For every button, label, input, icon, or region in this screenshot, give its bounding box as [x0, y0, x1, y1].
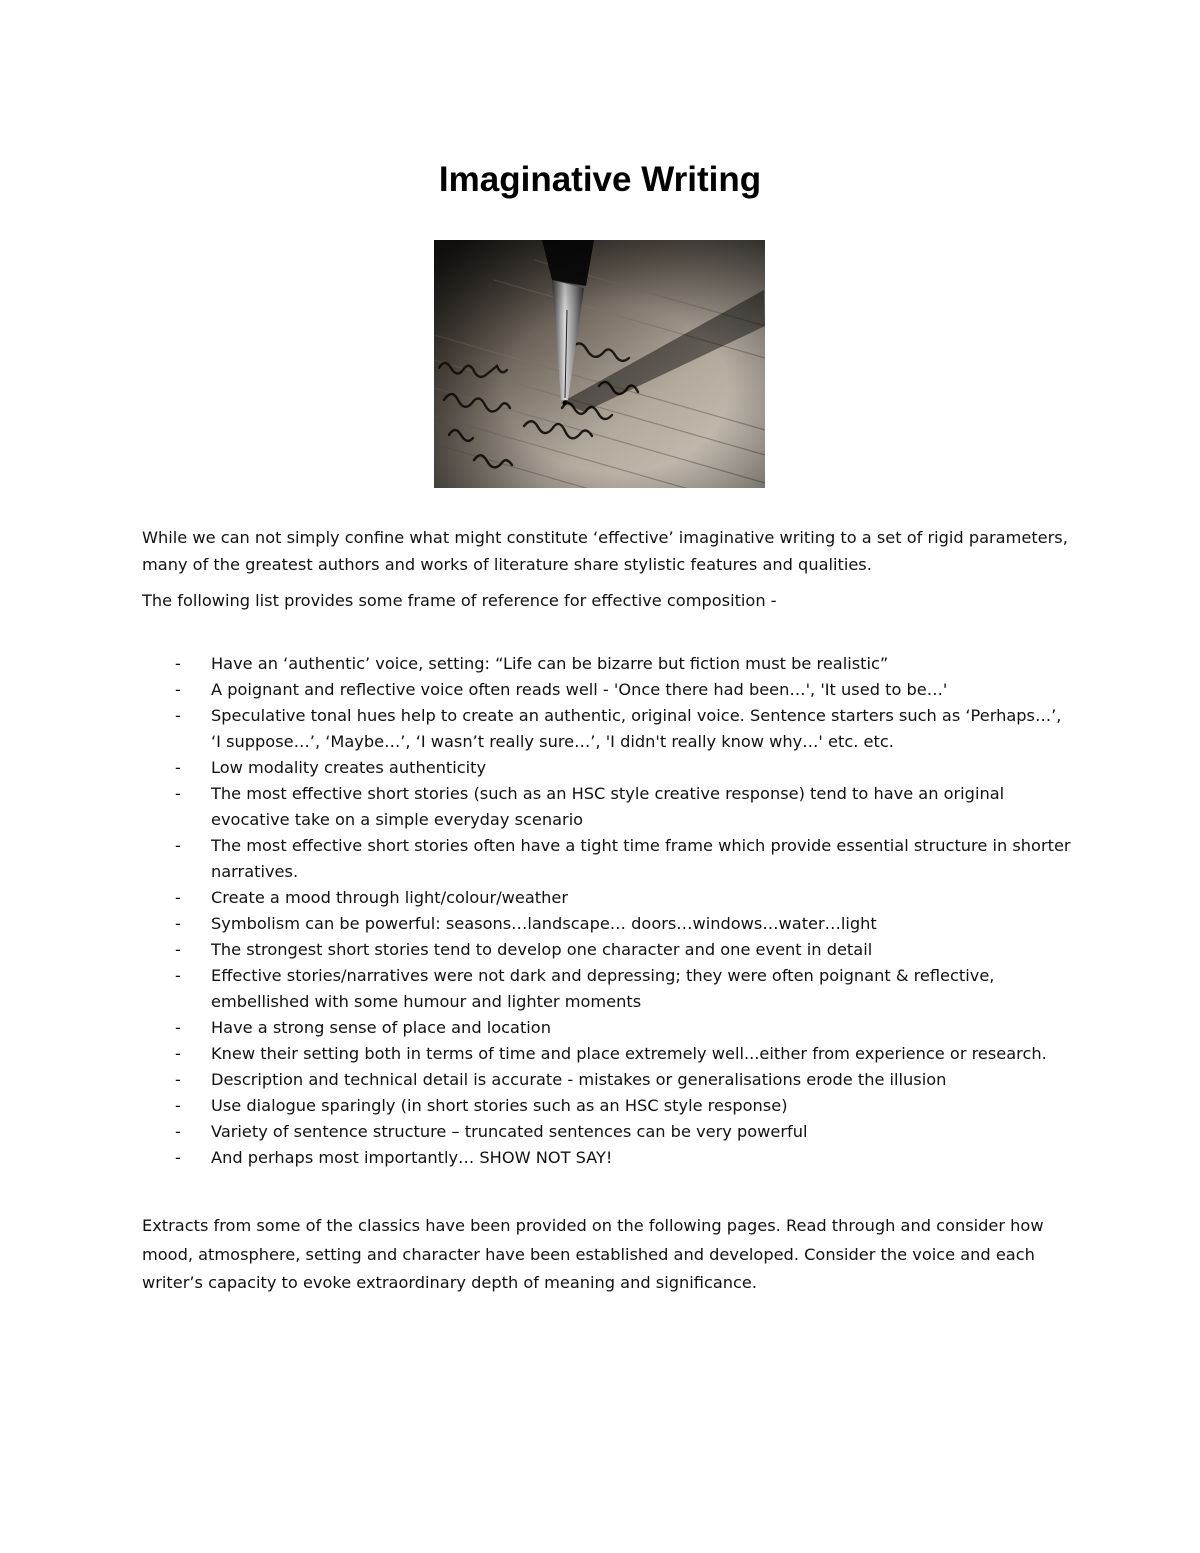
dash-bullet: -: [175, 680, 181, 699]
dash-bullet: -: [175, 836, 181, 855]
dash-bullet: -: [175, 1044, 181, 1063]
list-item: [142, 911, 1072, 937]
dash-bullet: -: [175, 654, 181, 673]
list-item-text: Variety of sentence structure – truncated sentences can be very powerful: [211, 1122, 808, 1141]
list-item-text: The most effective short stories (such as an HSC style creative response) tend to have an original evocative take on a simple everyday scenario: [211, 784, 1005, 829]
list-item: [142, 1145, 1072, 1171]
list-item-text: Low modality creates authenticity: [211, 758, 487, 777]
dash-bullet: -: [175, 1070, 181, 1089]
list-item-text: Use dialogue sparingly (in short stories such as an HSC style response): [211, 1096, 788, 1115]
fountain-pen-writing-photo: [434, 240, 765, 488]
list-item-text: And perhaps most importantly… SHOW NOT SAY!: [211, 1148, 613, 1167]
list-item: [142, 885, 1072, 911]
list-item-text: Speculative tonal hues help to create an authentic, original voice. Sentence starters such as ‘Perhaps…’, ‘I suppose…’, ‘Maybe…’, ‘I wasn’t really sure…’, 'I didn't really know why…' etc. etc.: [211, 706, 1062, 751]
dash-bullet: -: [175, 784, 181, 803]
dash-bullet: -: [175, 914, 181, 933]
dash-bullet: -: [175, 888, 181, 907]
dash-bullet: -: [175, 1122, 181, 1141]
list-item-text: Effective stories/narratives were not dark and depressing; they were often poignant & reflective, embellished with some humour and lighter moments: [211, 966, 995, 1011]
list-item: [142, 677, 1072, 703]
list-item: [142, 1041, 1072, 1067]
dash-bullet: -: [175, 940, 181, 959]
list-item: [142, 963, 1072, 1015]
list-item-text: The strongest short stories tend to develop one character and one event in detail: [211, 940, 873, 959]
list-lead-paragraph: The following list provides some frame of reference for effective composition -: [142, 591, 777, 610]
page-title: Imaginative Writing: [438, 160, 762, 199]
dash-bullet: -: [175, 966, 181, 985]
intro-paragraph: While we can not simply confine what might constitute ‘effective’ imaginative writing to a set of rigid parameters, many of the greatest authors and works of literature share stylistic features and qualities.: [142, 528, 1068, 574]
list-item-text: Have an ‘authentic’ voice, setting: “Life can be bizarre but fiction must be realistic”: [211, 654, 889, 673]
list-item-text: Knew their setting both in terms of time and place extremely well...either from experience or research.: [211, 1044, 1047, 1063]
list-item: [142, 833, 1072, 885]
dash-bullet: -: [175, 1018, 181, 1037]
list-item: [142, 781, 1072, 833]
list-item: [142, 651, 1072, 677]
list-item: [142, 703, 1072, 755]
list-item: [142, 1015, 1072, 1041]
list-item-text: Symbolism can be powerful: seasons…landscape… doors…windows…water…light: [211, 914, 877, 933]
list-item-text: Have a strong sense of place and location: [211, 1018, 551, 1037]
list-item: [142, 755, 1072, 781]
list-item: [142, 1119, 1072, 1145]
closing-paragraph: Extracts from some of the classics have been provided on the following pages. Read through and consider how mood, atmosphere, setting and character have been established and developed. Consider the voice and each writer’s capacity to evoke extraordinary depth of meaning and significance.: [142, 1216, 1044, 1292]
list-item: [142, 1093, 1072, 1119]
dash-bullet: -: [175, 758, 181, 777]
list-item-text: Create a mood through light/colour/weather: [211, 888, 568, 907]
list-item: [142, 937, 1072, 963]
list-item-text: The most effective short stories often have a tight time frame which provide essential structure in shorter narratives.: [211, 836, 1071, 881]
list-item: [142, 1067, 1072, 1093]
list-item-text: Description and technical detail is accurate - mistakes or generalisations erode the illusion: [211, 1070, 947, 1089]
document-body: [142, 524, 1072, 1298]
dash-bullet: -: [175, 1148, 181, 1167]
list-item-text: A poignant and reflective voice often reads well - 'Once there had been…', 'It used to be…': [211, 680, 948, 699]
tips-list: [142, 651, 1072, 1171]
dash-bullet: -: [175, 1096, 181, 1115]
dash-bullet: -: [175, 706, 181, 725]
